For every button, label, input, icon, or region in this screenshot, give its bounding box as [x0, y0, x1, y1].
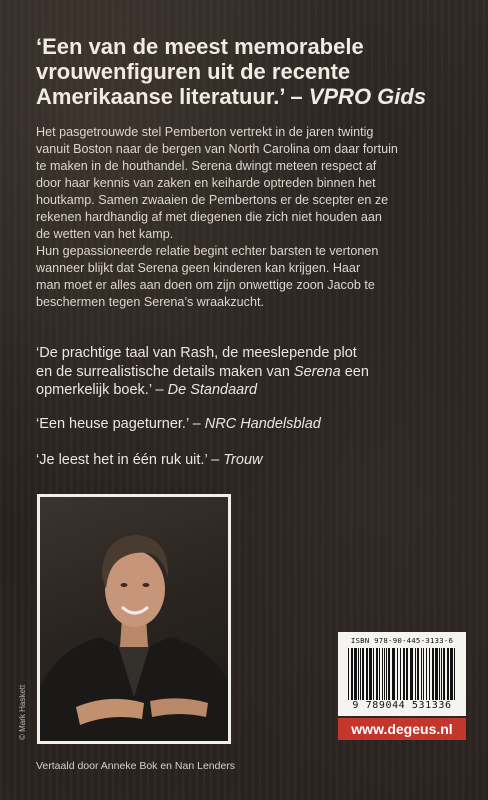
barcode-bar [450, 648, 453, 700]
barcode-bar [362, 648, 364, 700]
headline-line-text: Amerikaanse literatuur.’ [36, 84, 285, 109]
headline-sep: – [284, 84, 309, 109]
headline-line: ‘Een van de meest memorabele [36, 34, 364, 59]
quote-line-text: opmerkelijk boek.’ [36, 382, 152, 398]
barcode-bar [426, 648, 427, 700]
blurb [36, 124, 456, 311]
author-photo [37, 494, 231, 744]
barcode-bar [373, 648, 374, 700]
barcode-bar [421, 648, 422, 700]
blurb-line: te maken in de houthandel. Serena dwingt meteen respect af [36, 159, 377, 173]
headline-line: vrouwenfiguren uit de recente [36, 59, 351, 84]
quote-source: Trouw [223, 452, 263, 468]
blurb-line: rekenen hardhandig af met diegenen die zich niet houden aan [36, 210, 382, 224]
quote-line [36, 381, 456, 400]
blurb-line: beschermen tegen Serena’s wraakzucht. [36, 295, 264, 309]
barcode-bar [400, 648, 401, 700]
barcode-bar [410, 648, 413, 700]
blurb-line: de wetten van het kamp. [36, 227, 174, 241]
quote-text: ‘Je leest het in één ruk uit.’ [36, 452, 208, 468]
quote-line [36, 363, 456, 382]
barcode-bar [384, 648, 385, 700]
barcode-bar [454, 648, 455, 700]
barcode-bar [369, 648, 372, 700]
barcode-bar [432, 648, 434, 700]
barcode-bar [447, 648, 449, 700]
barcode-bar [417, 648, 419, 700]
quote-text: ‘Een heuse pageturner.’ [36, 416, 189, 432]
barcode-bar [351, 648, 353, 700]
barcode-bar [382, 648, 383, 700]
barcode-bar [354, 648, 357, 700]
barcode-bar [379, 648, 380, 700]
review-quote-nrc [36, 415, 456, 434]
blurb-line: man moet er alles aan doen om zijn onwettige zoon Jacob te [36, 278, 375, 292]
translator-credit: Vertaald door Anneke Bok en Nan Lenders [36, 760, 236, 772]
author-portrait-illustration [40, 497, 228, 741]
blurb-line: Het pasgetrouwde stel Pemberton vertrekt in de jaren twintig [36, 125, 374, 139]
review-quote-standaard [36, 344, 456, 400]
author-photo-image [40, 497, 228, 741]
quote-source: NRC Handelsblad [204, 416, 321, 432]
quote-sep: – [188, 416, 205, 432]
barcode-bar [376, 648, 378, 700]
barcode-bar [441, 648, 442, 700]
blurb-line: vanuit Boston naar de bergen van North Carolina om daar fortuin [36, 142, 398, 156]
barcode-bar [423, 648, 424, 700]
barcode-bar [403, 648, 405, 700]
barcode-bar [443, 648, 445, 700]
quote-sep: – [151, 382, 168, 398]
photo-credit: © Mark Haskett [18, 684, 27, 740]
quote-sep: – [207, 452, 224, 468]
quote-title: Serena [293, 363, 341, 380]
review-quote-trouw [36, 451, 456, 470]
barcode-digits: 9 789044 531336 [352, 700, 452, 711]
barcode-bar [386, 648, 387, 700]
headline-line [36, 84, 466, 109]
blurb-paragraph-2 [36, 243, 456, 311]
barcode-bar [415, 648, 416, 700]
quote-line: ‘De prachtige taal van Rash, de meeslepende plot [36, 345, 357, 361]
quote-source: De Standaard [167, 382, 258, 398]
barcode-bar [429, 648, 430, 700]
quote-line-text: een [340, 363, 369, 380]
barcode-bar [366, 648, 368, 700]
blurb-line: wanneer blijkt dat Serena geen kinderen kan krijgen. Haar [36, 261, 361, 275]
barcode-bar [358, 648, 359, 700]
blurb-line: door haar kennis van zaken en keiharde optreden binnen het [36, 176, 376, 190]
blurb-paragraph-1 [36, 124, 456, 243]
barcode-label [338, 632, 466, 716]
publisher-url[interactable]: www.degeus.nl [338, 718, 466, 740]
headline-source: VPRO Gids [308, 84, 427, 109]
barcode-bar [360, 648, 361, 700]
quote-line-text: en de surrealistische details maken van [36, 363, 294, 380]
headline-quote [36, 34, 466, 109]
barcode-bars [344, 648, 460, 700]
barcode-bar [348, 648, 349, 700]
isbn-text: ISBN 978-90-445-3133-6 [350, 636, 454, 645]
blurb-line: Hun gepassioneerde relatie begint echter barsten te vertonen [36, 244, 379, 258]
barcode-bar [392, 648, 395, 700]
barcode-bar [406, 648, 408, 700]
barcode-bar [397, 648, 398, 700]
blurb-line: houtkamp. Samen zwaaien de Pembertons er de scepter en ze [36, 193, 389, 207]
barcode-bar [435, 648, 438, 700]
barcode-bar [439, 648, 440, 700]
barcode-bar [388, 648, 390, 700]
